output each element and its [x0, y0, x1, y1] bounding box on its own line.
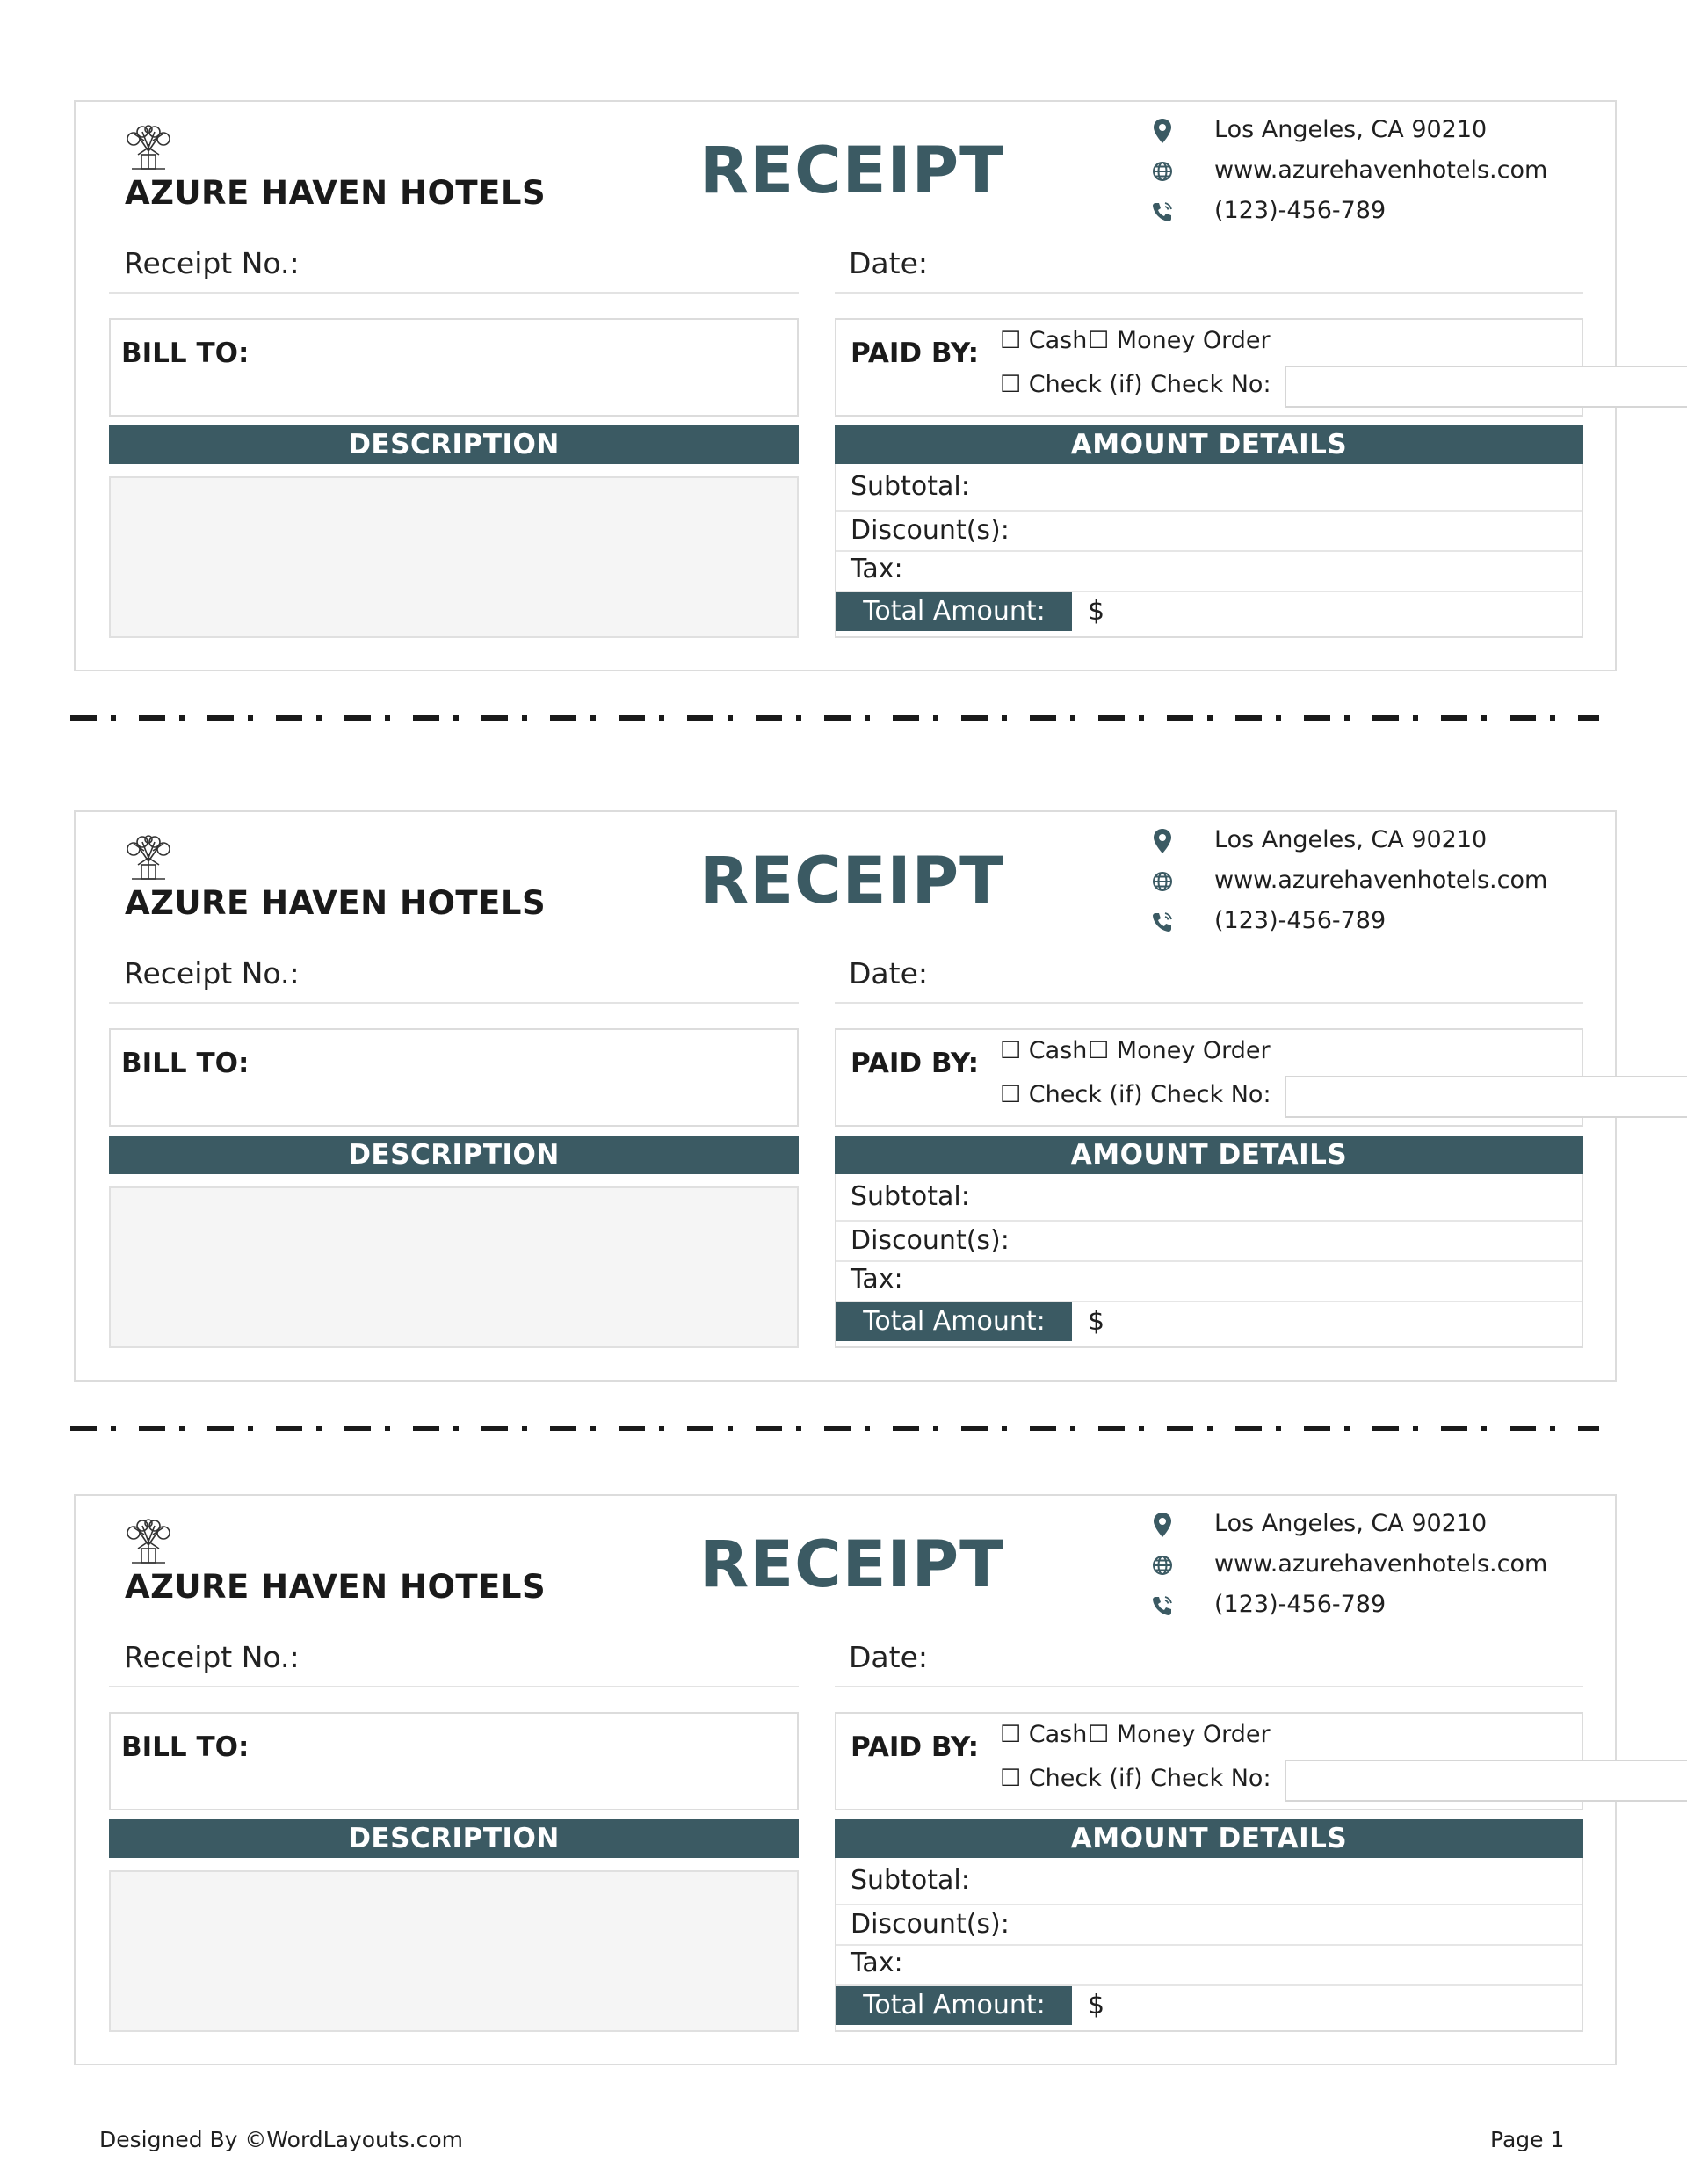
receipt-no-field[interactable]: [109, 1686, 799, 1687]
subtotal-row[interactable]: [836, 464, 1582, 512]
map-pin-icon: [1149, 118, 1176, 144]
receipt-card: [74, 810, 1617, 1382]
phone-row: [1149, 905, 1589, 940]
tax-row[interactable]: [836, 1946, 1582, 1986]
money-order-checkbox[interactable]: ☐ Money Order: [1088, 1037, 1271, 1064]
brand-name: AZURE HAVEN HOTELS: [125, 174, 547, 212]
date-label: Date:: [849, 956, 928, 990]
bill-to-box[interactable]: [109, 318, 799, 417]
total-amount-label: Total Amount:: [836, 1302, 1072, 1341]
hotel-tree-logo-icon: [123, 125, 174, 172]
address-row: [1149, 1508, 1589, 1543]
subtotal-label: Subtotal:: [851, 1865, 970, 1896]
phone-row: [1149, 1589, 1589, 1624]
website-row: [1149, 155, 1589, 190]
paid-by-label: PAID BY:: [851, 1731, 980, 1763]
address-row: [1149, 114, 1589, 149]
description-area[interactable]: [109, 1186, 799, 1348]
date-field[interactable]: [835, 1686, 1583, 1687]
brand-name: AZURE HAVEN HOTELS: [125, 1568, 547, 1606]
discount-row[interactable]: [836, 512, 1582, 552]
phone-icon: [1149, 1593, 1176, 1619]
address-text: Los Angeles, CA 90210: [1214, 826, 1488, 853]
tax-row[interactable]: [836, 552, 1582, 592]
description-header: DESCRIPTION: [109, 425, 799, 464]
paid-by-label: PAID BY:: [851, 1048, 980, 1079]
tax-label: Tax:: [851, 1264, 903, 1295]
date-field[interactable]: [835, 292, 1583, 294]
description-header: DESCRIPTION: [109, 1819, 799, 1858]
date-field[interactable]: [835, 1002, 1583, 1004]
phone-icon: [1149, 199, 1176, 225]
bill-to-box[interactable]: [109, 1712, 799, 1810]
receipt-no-field[interactable]: [109, 292, 799, 294]
website-text[interactable]: www.azurehavenhotels.com: [1214, 1550, 1548, 1578]
discount-label: Discount(s):: [851, 1225, 1010, 1256]
amount-details-header: AMOUNT DETAILS: [835, 425, 1583, 464]
discount-row[interactable]: [836, 1222, 1582, 1262]
website-row: [1149, 865, 1589, 900]
website-text[interactable]: www.azurehavenhotels.com: [1214, 156, 1548, 184]
receipt-title: RECEIPT: [699, 844, 1004, 918]
receipt-no-field[interactable]: [109, 1002, 799, 1004]
phone-text: (123)-456-789: [1214, 197, 1387, 224]
discount-row[interactable]: [836, 1905, 1582, 1946]
map-pin-icon: [1149, 1512, 1176, 1538]
footer-credit: Designed By ©WordLayouts.com: [99, 2127, 464, 2152]
page-number: Page 1: [1490, 2127, 1565, 2152]
hotel-tree-logo-icon: [123, 835, 174, 882]
map-pin-icon: [1149, 828, 1176, 854]
amount-table: [835, 1858, 1583, 2032]
cash-checkbox[interactable]: ☐ Cash: [1000, 1721, 1088, 1748]
address-text: Los Angeles, CA 90210: [1214, 116, 1488, 143]
receipt-title: RECEIPT: [699, 1527, 1004, 1602]
phone-row: [1149, 195, 1589, 230]
receipt-title: RECEIPT: [699, 134, 1004, 208]
brand-name: AZURE HAVEN HOTELS: [125, 884, 547, 922]
paid-by-box: [835, 1712, 1583, 1810]
paid-by-box: [835, 1028, 1583, 1127]
bill-to-label: BILL TO:: [121, 1048, 250, 1079]
discount-label: Discount(s):: [851, 515, 1010, 546]
receipt-card: [74, 1494, 1617, 2065]
website-text[interactable]: www.azurehavenhotels.com: [1214, 867, 1548, 894]
cut-line: [70, 715, 1599, 721]
amount-table: [835, 464, 1583, 638]
tax-row[interactable]: [836, 1262, 1582, 1302]
total-amount-label: Total Amount:: [836, 592, 1072, 631]
paid-by-label: PAID BY:: [851, 337, 980, 369]
bill-to-box[interactable]: [109, 1028, 799, 1127]
tax-label: Tax:: [851, 554, 903, 584]
receipt-card: [74, 100, 1617, 671]
amount-details-header: AMOUNT DETAILS: [835, 1136, 1583, 1174]
cash-checkbox[interactable]: ☐ Cash: [1000, 1037, 1088, 1064]
cash-checkbox[interactable]: ☐ Cash: [1000, 327, 1088, 354]
address-text: Los Angeles, CA 90210: [1214, 1510, 1488, 1537]
description-area[interactable]: [109, 1870, 799, 2032]
total-amount-value[interactable]: $: [1088, 596, 1105, 627]
tax-label: Tax:: [851, 1948, 903, 1978]
date-label: Date:: [849, 246, 928, 280]
description-header: DESCRIPTION: [109, 1136, 799, 1174]
description-area[interactable]: [109, 476, 799, 638]
bill-to-label: BILL TO:: [121, 337, 250, 369]
total-amount-value[interactable]: $: [1088, 1306, 1105, 1337]
bill-to-label: BILL TO:: [121, 1731, 250, 1763]
amount-details-header: AMOUNT DETAILS: [835, 1819, 1583, 1858]
receipt-no-label: Receipt No.:: [124, 956, 300, 990]
total-amount-label: Total Amount:: [836, 1986, 1072, 2025]
check-no-input[interactable]: [1285, 1760, 1687, 1802]
globe-icon: [1149, 1552, 1176, 1578]
check-checkbox[interactable]: ☐ Check (if) Check No:: [1000, 1081, 1271, 1108]
globe-icon: [1149, 868, 1176, 895]
globe-icon: [1149, 158, 1176, 185]
discount-label: Discount(s):: [851, 1909, 1010, 1940]
subtotal-label: Subtotal:: [851, 471, 970, 502]
subtotal-row[interactable]: [836, 1858, 1582, 1905]
address-row: [1149, 824, 1589, 860]
check-checkbox[interactable]: ☐ Check (if) Check No:: [1000, 371, 1271, 398]
subtotal-label: Subtotal:: [851, 1181, 970, 1212]
paid-by-box: [835, 318, 1583, 417]
check-checkbox[interactable]: ☐ Check (if) Check No:: [1000, 1765, 1271, 1792]
phone-text: (123)-456-789: [1214, 907, 1387, 934]
check-no-input[interactable]: [1285, 1076, 1687, 1118]
cut-line: [70, 1426, 1599, 1431]
receipt-no-label: Receipt No.:: [124, 246, 300, 280]
website-row: [1149, 1549, 1589, 1584]
total-amount-value[interactable]: $: [1088, 1990, 1105, 2021]
check-no-input[interactable]: [1285, 366, 1687, 408]
subtotal-row[interactable]: [836, 1174, 1582, 1222]
phone-text: (123)-456-789: [1214, 1591, 1387, 1618]
date-label: Date:: [849, 1640, 928, 1674]
money-order-checkbox[interactable]: ☐ Money Order: [1088, 1721, 1271, 1748]
amount-table: [835, 1174, 1583, 1348]
phone-icon: [1149, 909, 1176, 935]
hotel-tree-logo-icon: [123, 1519, 174, 1566]
receipt-no-label: Receipt No.:: [124, 1640, 300, 1674]
money-order-checkbox[interactable]: ☐ Money Order: [1088, 327, 1271, 354]
